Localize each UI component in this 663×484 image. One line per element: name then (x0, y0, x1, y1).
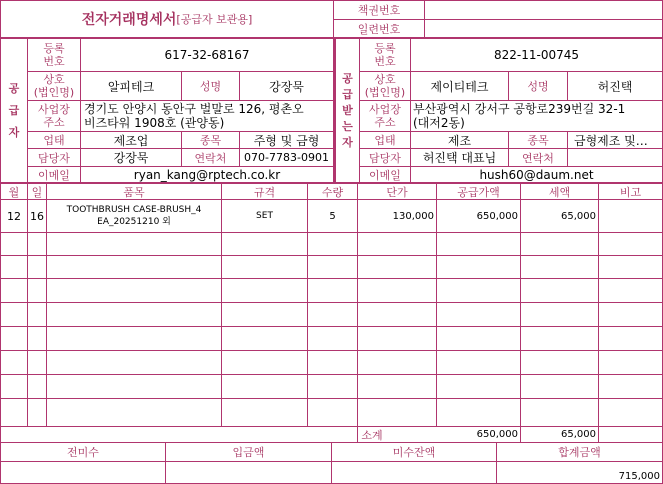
supplier-manager-label: 담당자 (38, 151, 70, 165)
unpaid-prev-label: 전미수 (67, 446, 99, 459)
supplier-address (84, 101, 333, 131)
col-header-tax: 세액 (548, 185, 571, 199)
col-header-spec: 규격 (253, 185, 276, 199)
label-line: 주소 (374, 116, 396, 129)
buyer-business: 제조 (447, 133, 472, 148)
side-label-char: 공 (342, 71, 353, 85)
side-label-char: 공 (8, 81, 20, 95)
buyer-company: 제이티테크 (430, 79, 489, 94)
address-line: 경기도 안양시 동안구 벌말로 126, 평촌오 (84, 102, 304, 116)
side-label-char: 받 (342, 103, 353, 117)
total-amount-value: 715,000 (618, 471, 660, 482)
buyer-side-label (336, 39, 359, 182)
row-note (599, 200, 662, 232)
subtotal-tax: 65,000 (561, 429, 596, 440)
received-label: 입금액 (232, 446, 265, 459)
col-header-supply: 공급가액 (457, 185, 500, 199)
label-line: (법인명) (364, 86, 406, 99)
supplier-name: 강장묵 (269, 79, 304, 94)
row-tax: 65,000 (561, 210, 596, 222)
label-line: 등록 (43, 42, 65, 55)
side-label-char: 급 (342, 87, 353, 101)
row-month: 12 (7, 209, 21, 223)
subtotal-supply: 650,000 (476, 429, 518, 440)
address-line: 부산광역시 강서구 공항로239번길 32-1 (413, 102, 626, 116)
col-header-month: 월 (8, 185, 20, 199)
label-line: (법인명) (33, 86, 75, 99)
col-header-unit-price: 단가 (386, 185, 408, 199)
buyer-address-label (360, 101, 410, 131)
received-value (166, 462, 331, 483)
supplier-business-label: 업태 (43, 134, 65, 147)
supplier-email-label: 이메일 (38, 168, 70, 182)
document-title: 전자거래명세서 (81, 12, 177, 28)
buyer-name-label: 성명 (527, 80, 549, 93)
supplier-contact: 070-7783-0901 (244, 151, 329, 164)
supplier-reg-no: 617-32-68167 (164, 48, 250, 62)
buyer-item-label: 종목 (527, 134, 549, 147)
buyer-manager-label: 담당자 (369, 151, 401, 165)
unpaid-balance-value (332, 462, 496, 483)
buyer-contact (568, 149, 662, 166)
buyer-company-label (360, 72, 410, 100)
document-subtitle: [공급자 보관용] (176, 13, 253, 26)
supplier-address-label (28, 101, 80, 131)
supplier-item: 주형 및 금형 (253, 133, 320, 148)
label-line: 사업장 (369, 103, 401, 116)
unpaid-prev-value (1, 462, 165, 483)
buyer-business-label: 업태 (374, 134, 396, 147)
label-line: 주소 (43, 116, 65, 129)
col-header-day: 일 (31, 185, 43, 199)
document-title-block (1, 1, 333, 37)
address-line: (대저2동) (413, 116, 465, 130)
supplier-side-label (1, 39, 27, 182)
subtotal-label: 소계 (361, 428, 383, 442)
product-line: EA_20251210 외 (97, 217, 171, 227)
buyer-email-label: 이메일 (369, 168, 401, 182)
side-label-char: 자 (342, 135, 353, 149)
side-label-char: 급 (8, 103, 20, 117)
side-label-char: 는 (342, 119, 353, 133)
supplier-company-label (28, 72, 80, 100)
supplier-reg-no-label (28, 39, 80, 71)
label-line: 등록 (374, 42, 396, 55)
col-header-qty: 수량 (321, 185, 344, 199)
label-line: 사업장 (38, 103, 70, 116)
row-spec: SET (256, 211, 273, 221)
row-supply: 650,000 (476, 210, 518, 222)
label-line: 상호 (374, 73, 396, 86)
supplier-business: 제조업 (113, 133, 149, 148)
row-unit-price: 130,000 (392, 210, 434, 222)
buyer-manager: 허진택 대표님 (422, 151, 497, 165)
side-label-char: 자 (8, 125, 20, 139)
buyer-reg-no-label (360, 39, 410, 71)
row-product (47, 200, 221, 232)
buyer-item: 금형제조 및… (574, 133, 648, 148)
label-line: 상호 (43, 73, 65, 86)
supplier-name-label: 성명 (199, 80, 222, 93)
label-line: 번호 (374, 55, 396, 68)
buyer-contact-label: 연락처 (522, 151, 554, 165)
col-header-note: 비고 (619, 185, 642, 199)
supplier-email: ryan_kang@rptech.co.kr (133, 167, 281, 182)
buyer-name: 허진택 (597, 79, 633, 94)
book-number-label: 책권번호 (357, 4, 401, 17)
total-amount-label: 합계금액 (558, 446, 601, 459)
row-qty: 5 (329, 210, 336, 222)
address-line: 비즈타워 1908호 (관양동) (84, 116, 225, 130)
supplier-manager: 강장묵 (113, 151, 149, 165)
label-line: 번호 (43, 55, 65, 68)
supplier-contact-label: 연락처 (194, 151, 227, 165)
supplier-company: 알피테크 (107, 79, 155, 94)
product-line: TOOTHBRUSH CASE-BRUSH_4 (66, 205, 202, 215)
buyer-reg-no: 822-11-00745 (493, 48, 579, 62)
buyer-address (413, 101, 662, 131)
supplier-item-label: 종목 (199, 134, 222, 147)
row-day: 16 (30, 209, 44, 223)
unpaid-balance-label: 미수잔액 (392, 446, 436, 459)
serial-number-label: 일련번호 (357, 22, 401, 36)
col-header-product: 품목 (123, 185, 145, 199)
buyer-email: hush60@daum.net (479, 167, 594, 182)
